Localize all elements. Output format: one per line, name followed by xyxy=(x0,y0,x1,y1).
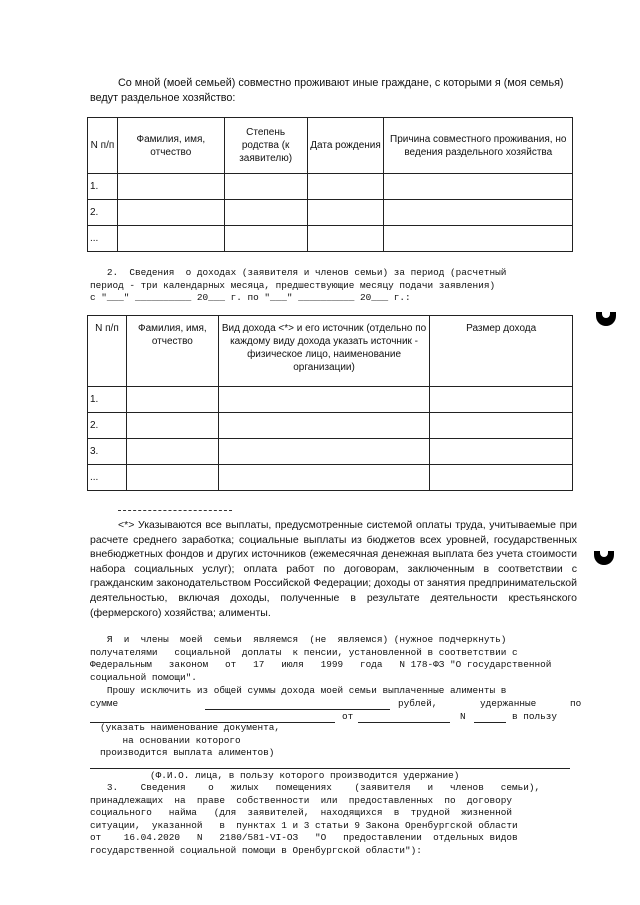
table-row xyxy=(88,200,573,226)
cohabitants-table xyxy=(87,117,573,252)
recipient-caption: (Ф.И.О. лица, в пользу которого производится удержание) xyxy=(150,770,460,781)
column-header: Вид дохода <*> и его источник (отдельно по каждому виду дохода указать источник - физическое лицо, наименование организации) xyxy=(218,316,430,387)
column-header: Причина совместного проживания, но ведения раздельного хозяйства xyxy=(384,118,573,174)
column-header: N п/п xyxy=(88,316,127,387)
row-number: 1. xyxy=(88,174,118,200)
income-section-heading: 2. Сведения о доходах (заявителя и членов семьи) за период (расчетный период - три календарных месяца, предшествующие месяцу подачи заявления) с "___" __________ 20___ г. по "___" __________ 20___ г.: xyxy=(90,267,507,303)
alimony-sum-label: сумме xyxy=(90,698,119,709)
column-header: N п/п xyxy=(88,118,118,174)
column-header: Фамилия, имя, отчество xyxy=(126,316,218,387)
table-row xyxy=(88,413,573,439)
in-favor-label: в пользу xyxy=(512,711,558,722)
table-header-row xyxy=(88,316,573,387)
rubles-label: рублей, xyxy=(398,698,438,709)
column-header: Фамилия, имя, отчество xyxy=(117,118,224,174)
alimony-request: Прошу исключить из общей суммы дохода моей семьи выплаченные алименты в xyxy=(90,685,507,696)
document-name-hint: (указать наименование документа, на основании которого производится выплата алиментов) xyxy=(100,722,281,758)
date-from-label: от xyxy=(342,711,354,722)
row-number: 1. xyxy=(88,387,127,413)
table-row xyxy=(88,465,573,491)
row-number: ... xyxy=(88,465,127,491)
column-header: Дата рождения xyxy=(307,118,384,174)
footnote-separator xyxy=(118,510,232,511)
table-row xyxy=(88,174,573,200)
withheld-label: удержанные по xyxy=(480,698,582,709)
intro-paragraph: Со мной (моей семьей) совместно проживают иные граждане, с которыми я (моя семья) ведут раздельное хозяйство: xyxy=(90,77,564,104)
column-header: Размер дохода xyxy=(430,316,573,387)
binder-hole-mark xyxy=(594,551,614,565)
row-number: 3. xyxy=(88,439,127,465)
column-header: Степень родства (к заявителю) xyxy=(224,118,307,174)
row-number: ... xyxy=(88,226,118,252)
footnote: <*> Указываются все выплаты, предусмотренные системой оплаты труда, учитываемые при расчете среднего заработка; социальные выплаты из бюджетов всех уровней, государственных внебюджетных фондов и других источников (ежемесячная денежная выплата без учета стоимости набора социальных услуг); оплата работ по договорам, заключенным в соответствии с гражданским законодательством Российской Федерации; доходы от занятия предпринимательской деятельностью, включая доходы, полученные в результате деятельности крестьянского (фермерского) хозяйства; алименты. xyxy=(90,519,577,619)
income-table xyxy=(87,315,573,491)
row-number: 2. xyxy=(88,413,127,439)
table-row xyxy=(88,439,573,465)
housing-section: 3. Сведения о жилых помещениях (заявителя и членов семьи), принадлежащих на праве собственности или предоставленных по договору социального найма (для заявителей, находящихся в трудной жизненной ситуации, указанной в пунктах 1 и 3 статьи 9 Закона Оренбургской области от 16.04.2020 N 2180/581-VI-ОЗ "О предоставлении отдельных видов государственной социальной помощи в Оренбургской области"): xyxy=(90,782,541,856)
recipient-line xyxy=(90,768,570,769)
binder-hole-mark xyxy=(596,312,616,326)
row-number: 2. xyxy=(88,200,118,226)
table-row xyxy=(88,387,573,413)
table-header-row xyxy=(88,118,573,174)
alimony-sum-line xyxy=(205,709,390,710)
number-label: N xyxy=(460,711,466,722)
pension-declaration: Я и члены моей семьи являемся (не являемся) (нужное подчеркнуть) получателями социальной доплаты к пенсии, установленной в соответствии с Федеральным законом от 17 июля 1999 года N 178-ФЗ "О государственной социальной помощи". xyxy=(90,634,552,683)
table-row xyxy=(88,226,573,252)
